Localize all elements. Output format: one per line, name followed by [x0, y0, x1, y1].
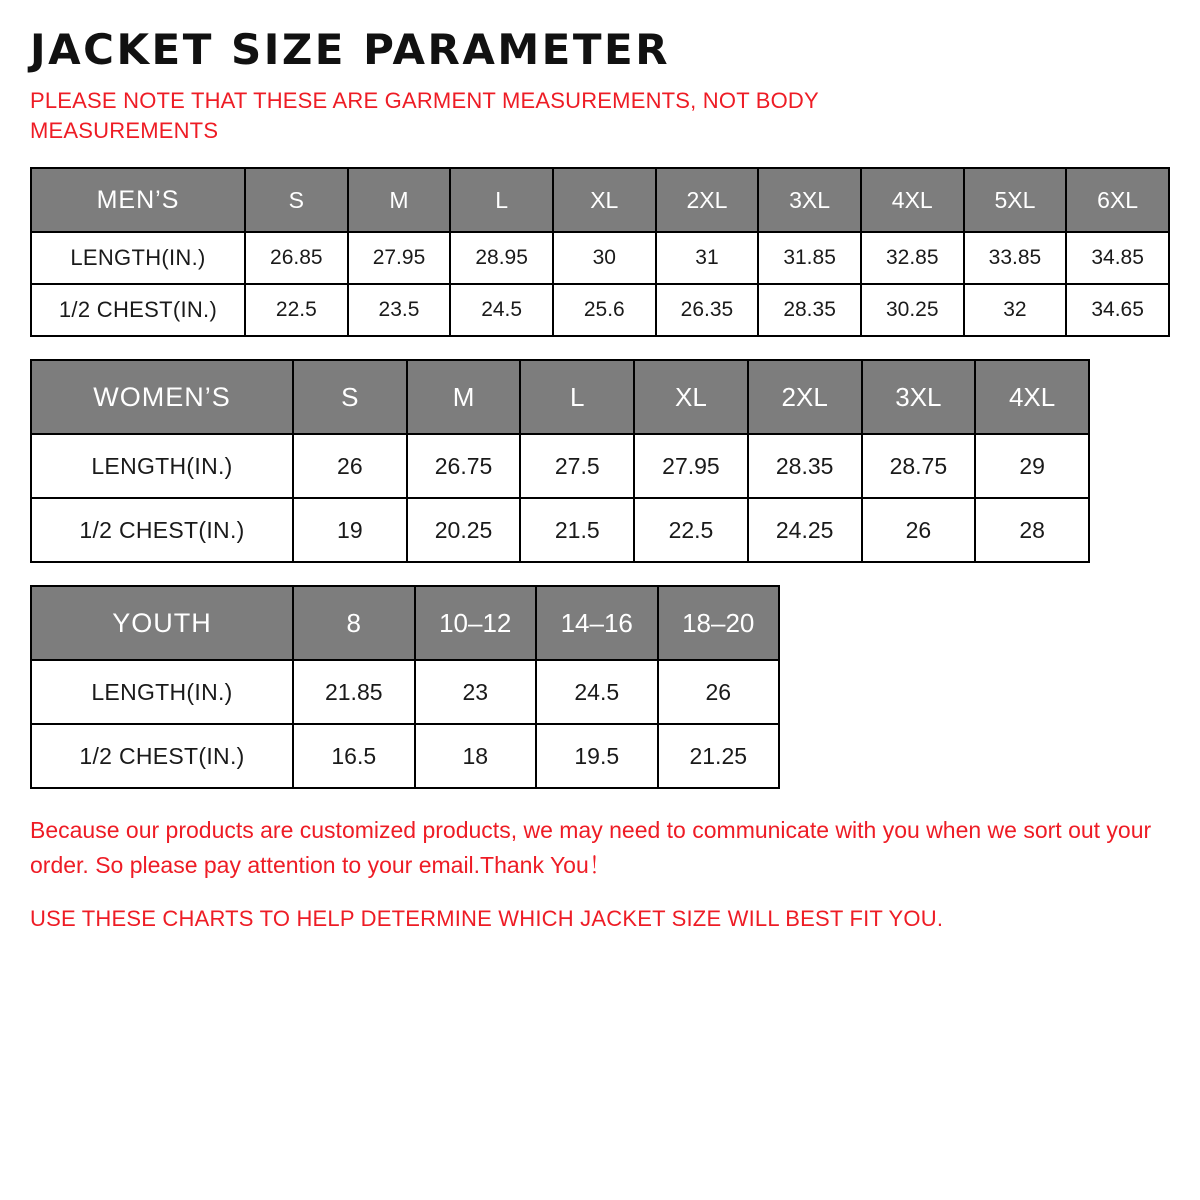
youth-header-row [31, 586, 779, 660]
mens-measurement-cell: 34.85 [1066, 232, 1169, 284]
customization-note: Because our products are customized products, we may need to communicate with you when we sort out your order. So please pay attention to your email.Thank You！ [30, 817, 1152, 878]
womens-measurement-cell: 27.5 [520, 434, 634, 498]
womens-row-label: 1/2 CHEST(IN.) [31, 498, 293, 562]
mens-size-header: XL [553, 168, 656, 232]
womens-size-header: M [407, 360, 521, 434]
mens-measurement-cell: 32 [964, 284, 1067, 336]
mens-size-header: 3XL [758, 168, 861, 232]
womens-measurement-cell: 28.75 [862, 434, 976, 498]
womens-row-label: LENGTH(IN.) [31, 434, 293, 498]
womens-size-header: 4XL [975, 360, 1089, 434]
table-row [31, 434, 1089, 498]
womens-size-header: 2XL [748, 360, 862, 434]
youth-measurement-cell: 21.85 [293, 660, 415, 724]
mens-measurement-cell: 32.85 [861, 232, 964, 284]
womens-size-header: S [293, 360, 407, 434]
youth-size-table [30, 585, 780, 789]
mens-row-label: 1/2 CHEST(IN.) [31, 284, 245, 336]
youth-size-header: 18–20 [658, 586, 780, 660]
mens-size-header: 2XL [656, 168, 759, 232]
mens-measurement-cell: 23.5 [348, 284, 451, 336]
mens-measurement-cell: 33.85 [964, 232, 1067, 284]
youth-measurement-cell: 24.5 [536, 660, 658, 724]
youth-measurement-cell: 16.5 [293, 724, 415, 788]
womens-size-header: XL [634, 360, 748, 434]
womens-measurement-cell: 24.25 [748, 498, 862, 562]
table-row [31, 232, 1169, 284]
youth-measurement-cell: 19.5 [536, 724, 658, 788]
mens-measurement-cell: 28.95 [450, 232, 553, 284]
womens-header-row [31, 360, 1089, 434]
usage-note: USE THESE CHARTS TO HELP DETERMINE WHICH JACKET SIZE WILL BEST FIT YOU. [30, 906, 944, 932]
table-row [31, 660, 779, 724]
mens-category-label: MEN’S [31, 168, 245, 232]
mens-measurement-cell: 31.85 [758, 232, 861, 284]
youth-measurement-cell: 21.25 [658, 724, 780, 788]
mens-measurement-cell: 28.35 [758, 284, 861, 336]
womens-measurement-cell: 22.5 [634, 498, 748, 562]
youth-size-header: 10–12 [415, 586, 537, 660]
mens-size-header: L [450, 168, 553, 232]
womens-measurement-cell: 19 [293, 498, 407, 562]
womens-measurement-cell: 26 [293, 434, 407, 498]
womens-size-table [30, 359, 1090, 563]
table-row [31, 284, 1169, 336]
mens-measurement-cell: 27.95 [348, 232, 451, 284]
womens-measurement-cell: 26.75 [407, 434, 521, 498]
youth-measurement-cell: 23 [415, 660, 537, 724]
mens-size-header: 5XL [964, 168, 1067, 232]
youth-measurement-cell: 18 [415, 724, 537, 788]
mens-size-header: 4XL [861, 168, 964, 232]
youth-row-label: 1/2 CHEST(IN.) [31, 724, 293, 788]
mens-measurement-cell: 22.5 [245, 284, 348, 336]
youth-measurement-cell: 26 [658, 660, 780, 724]
mens-measurement-cell: 26.85 [245, 232, 348, 284]
womens-measurement-cell: 29 [975, 434, 1089, 498]
youth-row-label: LENGTH(IN.) [31, 660, 293, 724]
mens-measurement-cell: 26.35 [656, 284, 759, 336]
mens-measurement-cell: 30.25 [861, 284, 964, 336]
mens-measurement-cell: 34.65 [1066, 284, 1169, 336]
tables-container [30, 167, 1170, 789]
mens-measurement-cell: 25.6 [553, 284, 656, 336]
table-row [31, 498, 1089, 562]
youth-size-header: 8 [293, 586, 415, 660]
mens-size-header: 6XL [1066, 168, 1169, 232]
womens-measurement-cell: 27.95 [634, 434, 748, 498]
mens-size-table [30, 167, 1170, 337]
page-title: JACKET SIZE PARAMETER [30, 25, 671, 74]
womens-measurement-cell: 28.35 [748, 434, 862, 498]
table-row [31, 724, 779, 788]
womens-measurement-cell: 20.25 [407, 498, 521, 562]
womens-measurement-cell: 26 [862, 498, 976, 562]
youth-size-header: 14–16 [536, 586, 658, 660]
womens-category-label: WOMEN’S [31, 360, 293, 434]
womens-measurement-cell: 21.5 [520, 498, 634, 562]
womens-measurement-cell: 28 [975, 498, 1089, 562]
top-note: PLEASE NOTE THAT THESE ARE GARMENT MEASUREMENTS, NOT BODY MEASUREMENTS [30, 88, 819, 143]
youth-category-label: YOUTH [31, 586, 293, 660]
womens-size-header: L [520, 360, 634, 434]
mens-header-row [31, 168, 1169, 232]
mens-size-header: S [245, 168, 348, 232]
mens-measurement-cell: 31 [656, 232, 759, 284]
mens-measurement-cell: 30 [553, 232, 656, 284]
mens-measurement-cell: 24.5 [450, 284, 553, 336]
mens-size-header: M [348, 168, 451, 232]
mens-row-label: LENGTH(IN.) [31, 232, 245, 284]
womens-size-header: 3XL [862, 360, 976, 434]
